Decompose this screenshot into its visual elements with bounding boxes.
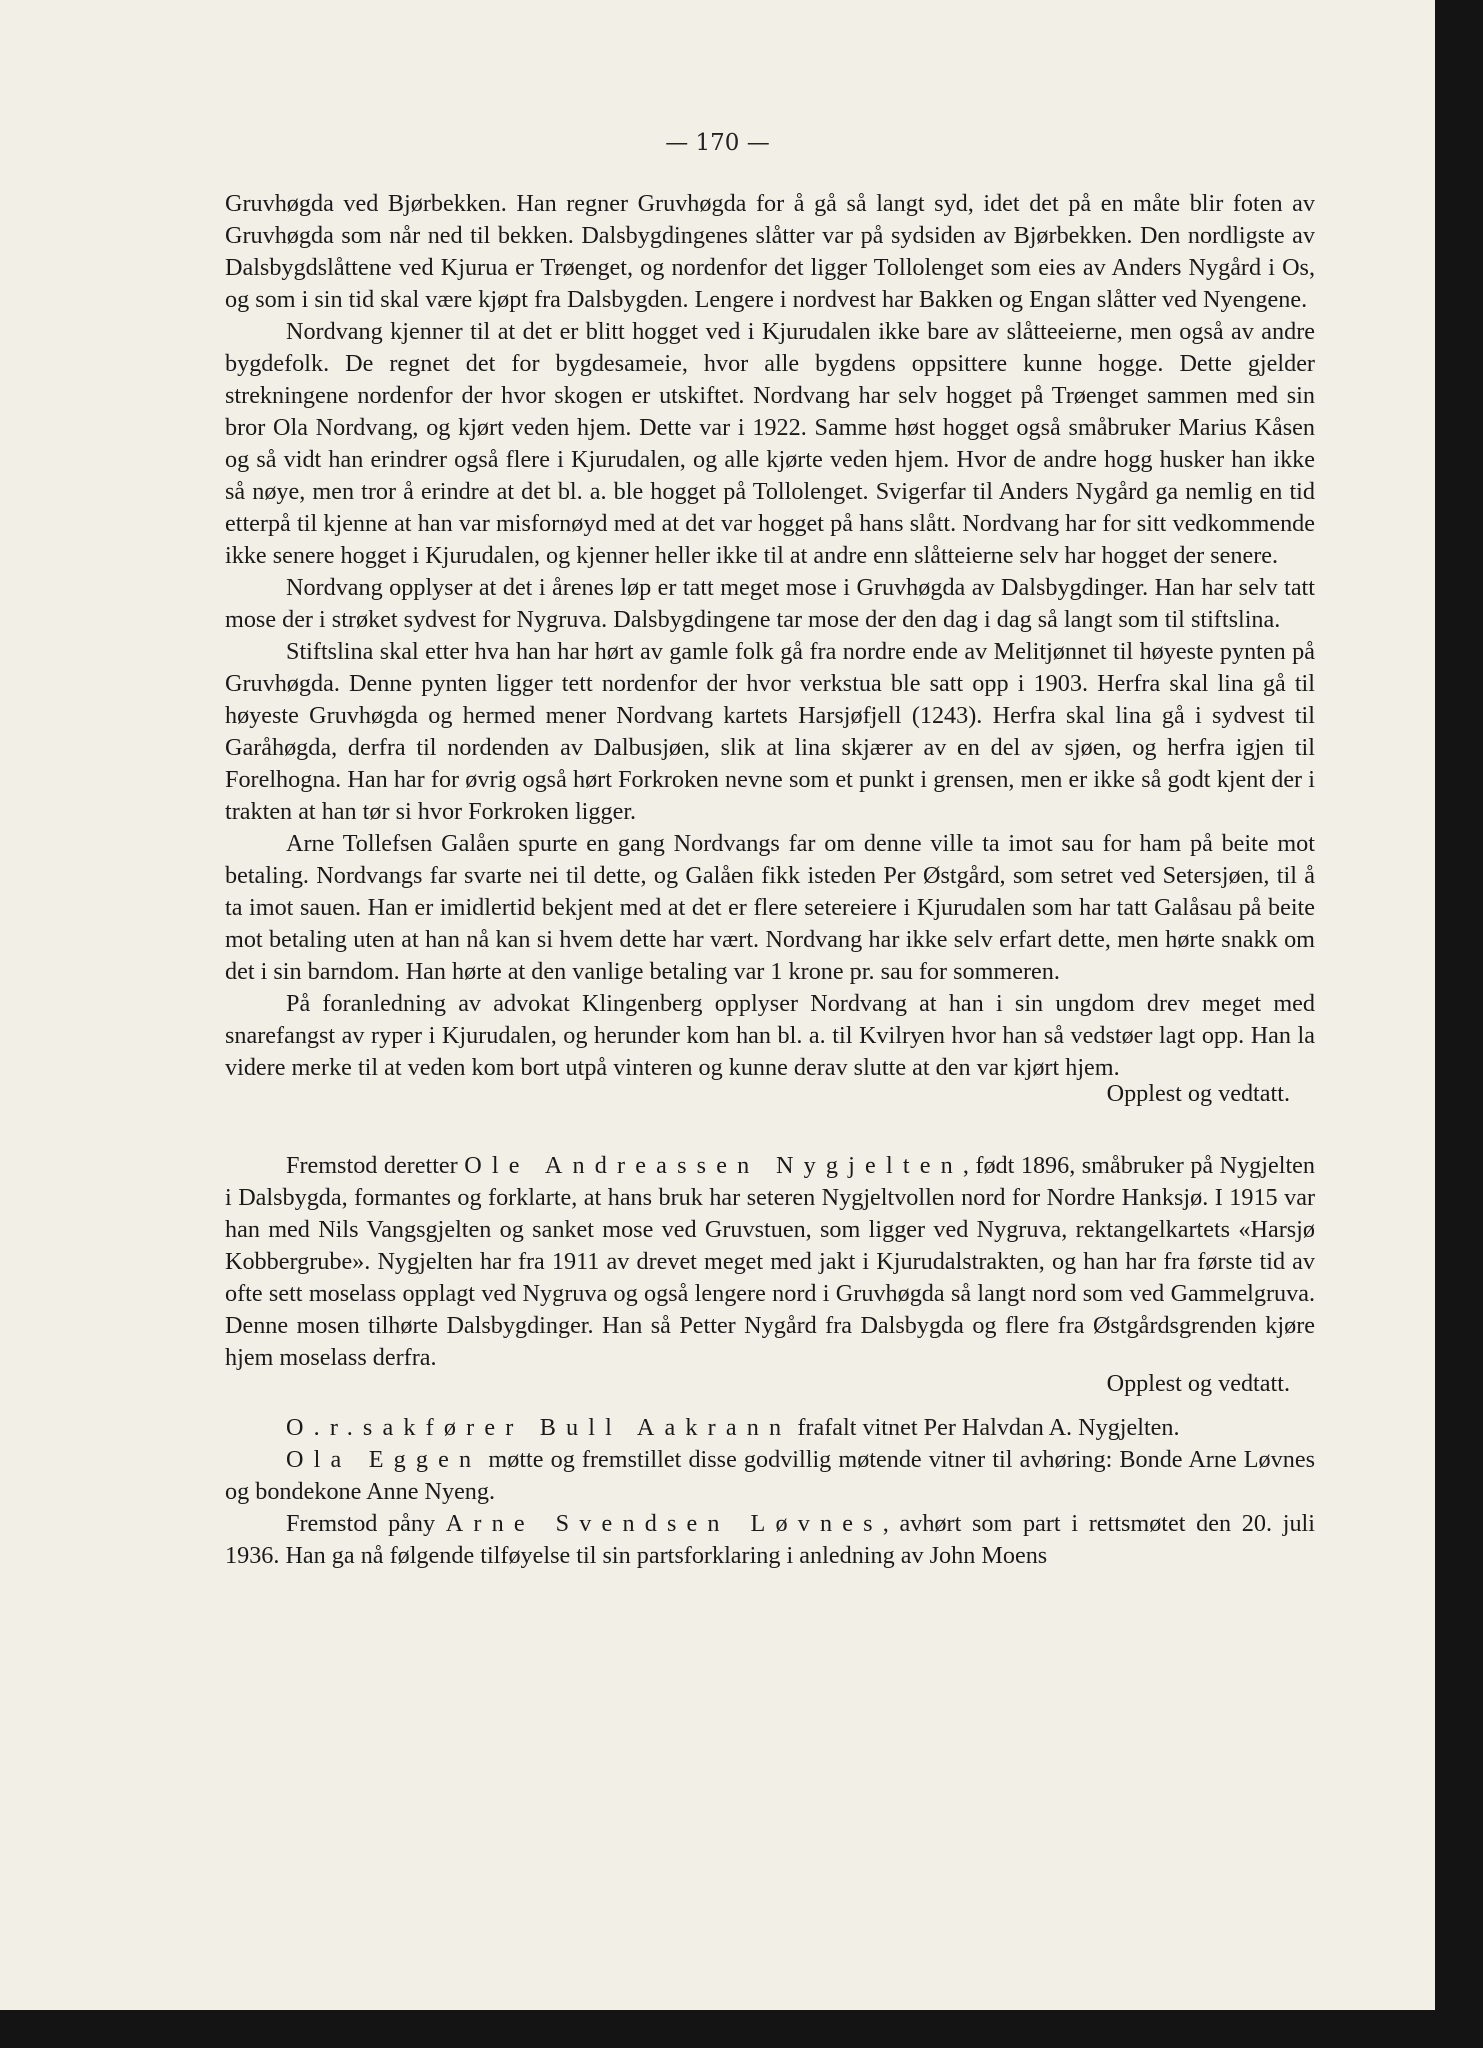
- paragraph: Gruvhøgda ved Bjørbekken. Han regner Gruvhøgda for å gå så langt syd, idet det på en måte blir foten av Gruvhøgda som når ned til bekken. Dalsbygdingenes slåtter var på sydsiden av Bjørbekken. Den nordligste av Dalsbygdslåttene ved Kjurua er Trøenget, og nordenfor det ligger Tollolenget som eies av Anders Nygård i Os, og som i sin tid skal være kjøpt fra Dalsbygden. Lengere i nordvest har Bakken og Engan slåtter ved Nyengene.: [225, 190, 1315, 313]
- paragraph-body: frafalt vitnet Per Halvdan A. Nygjelten.: [791, 1414, 1180, 1441]
- paragraph-body: , født 1896, småbruker på Nygjelten i Dalsbygda, formantes og forklarte, at hans bruk har seteren Nygjeltvollen nord for Nordre Hanksjø. I 1915 var han med Nils Vangsgjelten og sanket mose ved Gruvstuen, som ligger ved Nygruva, rektangelkartets «Harsjø Kobbergrube». Nygjelten har fra 1911 av drevet meget med jakt i Kjurudalstrakten, og han har fra første tid av ofte sett moselass opplagt ved Nygruva og også lengere nord i Gruvhøgda så langt nord som ved Gammelgruva. Denne mosen tilhørte Dalsbygdinger. Han så Petter Nygård fra Dalsbygda og flere fra Østgårdsgrenden kjøre hjem moselass derfra.: [225, 1152, 1315, 1371]
- signature-line: Opplest og vedtatt.: [1106, 1080, 1290, 1107]
- paragraph-arne: [225, 1508, 1315, 1572]
- paragraph-intro: Fremstod påny: [286, 1510, 446, 1537]
- witness-name: Ole Andreassen Nygjelten: [464, 1152, 963, 1179]
- paragraph-body: møtte og fremstillet disse godvillig møtende vitner til avhøring: Bonde Arne Løvnes og bondekone Anne Nyeng.: [225, 1446, 1315, 1505]
- page-number: — 170 —: [665, 130, 770, 156]
- paragraph: Arne Tollefsen Galåen spurte en gang Nordvangs far om denne ville ta imot sau for ham på beite mot betaling. Nordvangs far svarte nei til dette, og Galåen fikk isteden Per Østgård, som setret ved Setersjøen, til å ta imot sauen. Han er imidlertid bekjent med at det er flere setereiere i Kjurudalen som har tatt Galåsau på beite mot betaling uten at han nå kan si hvem dette har vært. Nordvang har ikke selv erfart dette, men hørte snakk om det i sin barndom. Han hørte at den vanlige betaling var 1 krone pr. sau for sommeren.: [225, 830, 1315, 985]
- paragraph: Nordvang opplyser at det i årenes løp er tatt meget mose i Gruvhøgda av Dalsbygdinger. Han har selv tatt mose der i strøket sydvest for Nygruva. Dalsbygdingene tar mose der den dag i dag så langt som til stiftslina.: [225, 574, 1315, 633]
- paragraph: Stiftslina skal etter hva han har hørt av gamle folk gå fra nordre ende av Melitjønnet til høyeste pynten på Gruvhøgda. Denne pynten ligger tett nordenfor der hvor verkstua ble satt opp i 1903. Herfra skal lina gå til høyeste Gruvhøgda og hermed mener Nordvang kartets Harsjøfjell (1243). Herfra skal lina gå i sydvest til Garåhøgda, derfra til nordenden av Dalbusjøen, slik at lina skjærer av en del av sjøen, og herfra igjen til Forelhogna. Han har for øvrig også hørt Forkroken nevne som et punkt i grensen, men er ikke så godt kjent der i trakten at han tør si hvor Forkroken ligger.: [225, 638, 1315, 825]
- body-text: [225, 188, 1315, 1572]
- paragraph-eggen: [225, 1444, 1315, 1508]
- person-name: Ola Eggen: [286, 1446, 482, 1473]
- person-name: O.r.sakfører Bull Aakrann: [286, 1414, 792, 1441]
- paragraph-bull: [225, 1412, 1315, 1444]
- section-gap: [225, 1110, 1315, 1150]
- paragraph-witness-ole: [225, 1150, 1315, 1374]
- signature-line: Opplest og vedtatt.: [1106, 1370, 1290, 1397]
- paragraph: På foranledning av advokat Klingenberg opplyser Nordvang at han i sin ungdom drev meget med snarefangst av ryper i Kjurudalen, og herunder kom han bl. a. til Kvilryen hvor han så vedstøer lagt opp. Han la videre merke til at veden kom bort utpå vinteren og kunne derav slutte at den var kjørt hjem.: [225, 990, 1315, 1081]
- paragraph-intro: Fremstod deretter: [286, 1152, 465, 1179]
- paragraph: Nordvang kjenner til at det er blitt hogget ved i Kjurudalen ikke bare av slåtteeierne, men også av andre bygdefolk. De regnet det for bygdesameie, hvor alle bygdens oppsittere kunne hogge. Dette gjelder strekningene nordenfor der hvor skogen er utskiftet. Nordvang har selv hogget på Trøenget sammen med sin bror Ola Nordvang, og kjørt veden hjem. Dette var i 1922. Samme høst hogget også småbruker Marius Kåsen og så vidt han erindrer også flere i Kjurudalen, og alle kjørte veden hjem. Hvor de andre hogg husker han ikke så nøye, men tror å erindre at det bl. a. ble hogget på Tollolenget. Svigerfar til Anders Nygård ga nemlig en tid etterpå til kjenne at han var misfornøyd med at det var hogget på hans slått. Nordvang har for sitt vedkommende ikke senere hogget i Kjurudalen, og kjenner heller ikke til at andre enn slåtteierne selv har hogget der senere.: [225, 318, 1315, 569]
- paragraph-body: , avhørt som part i rettsmøtet den 20. juli 1936. Han ga nå følgende tilføyelse til sin partsforklaring i anledning av John Moens: [225, 1510, 1315, 1569]
- witness-name: Arne Svendsen Løvnes: [445, 1510, 883, 1537]
